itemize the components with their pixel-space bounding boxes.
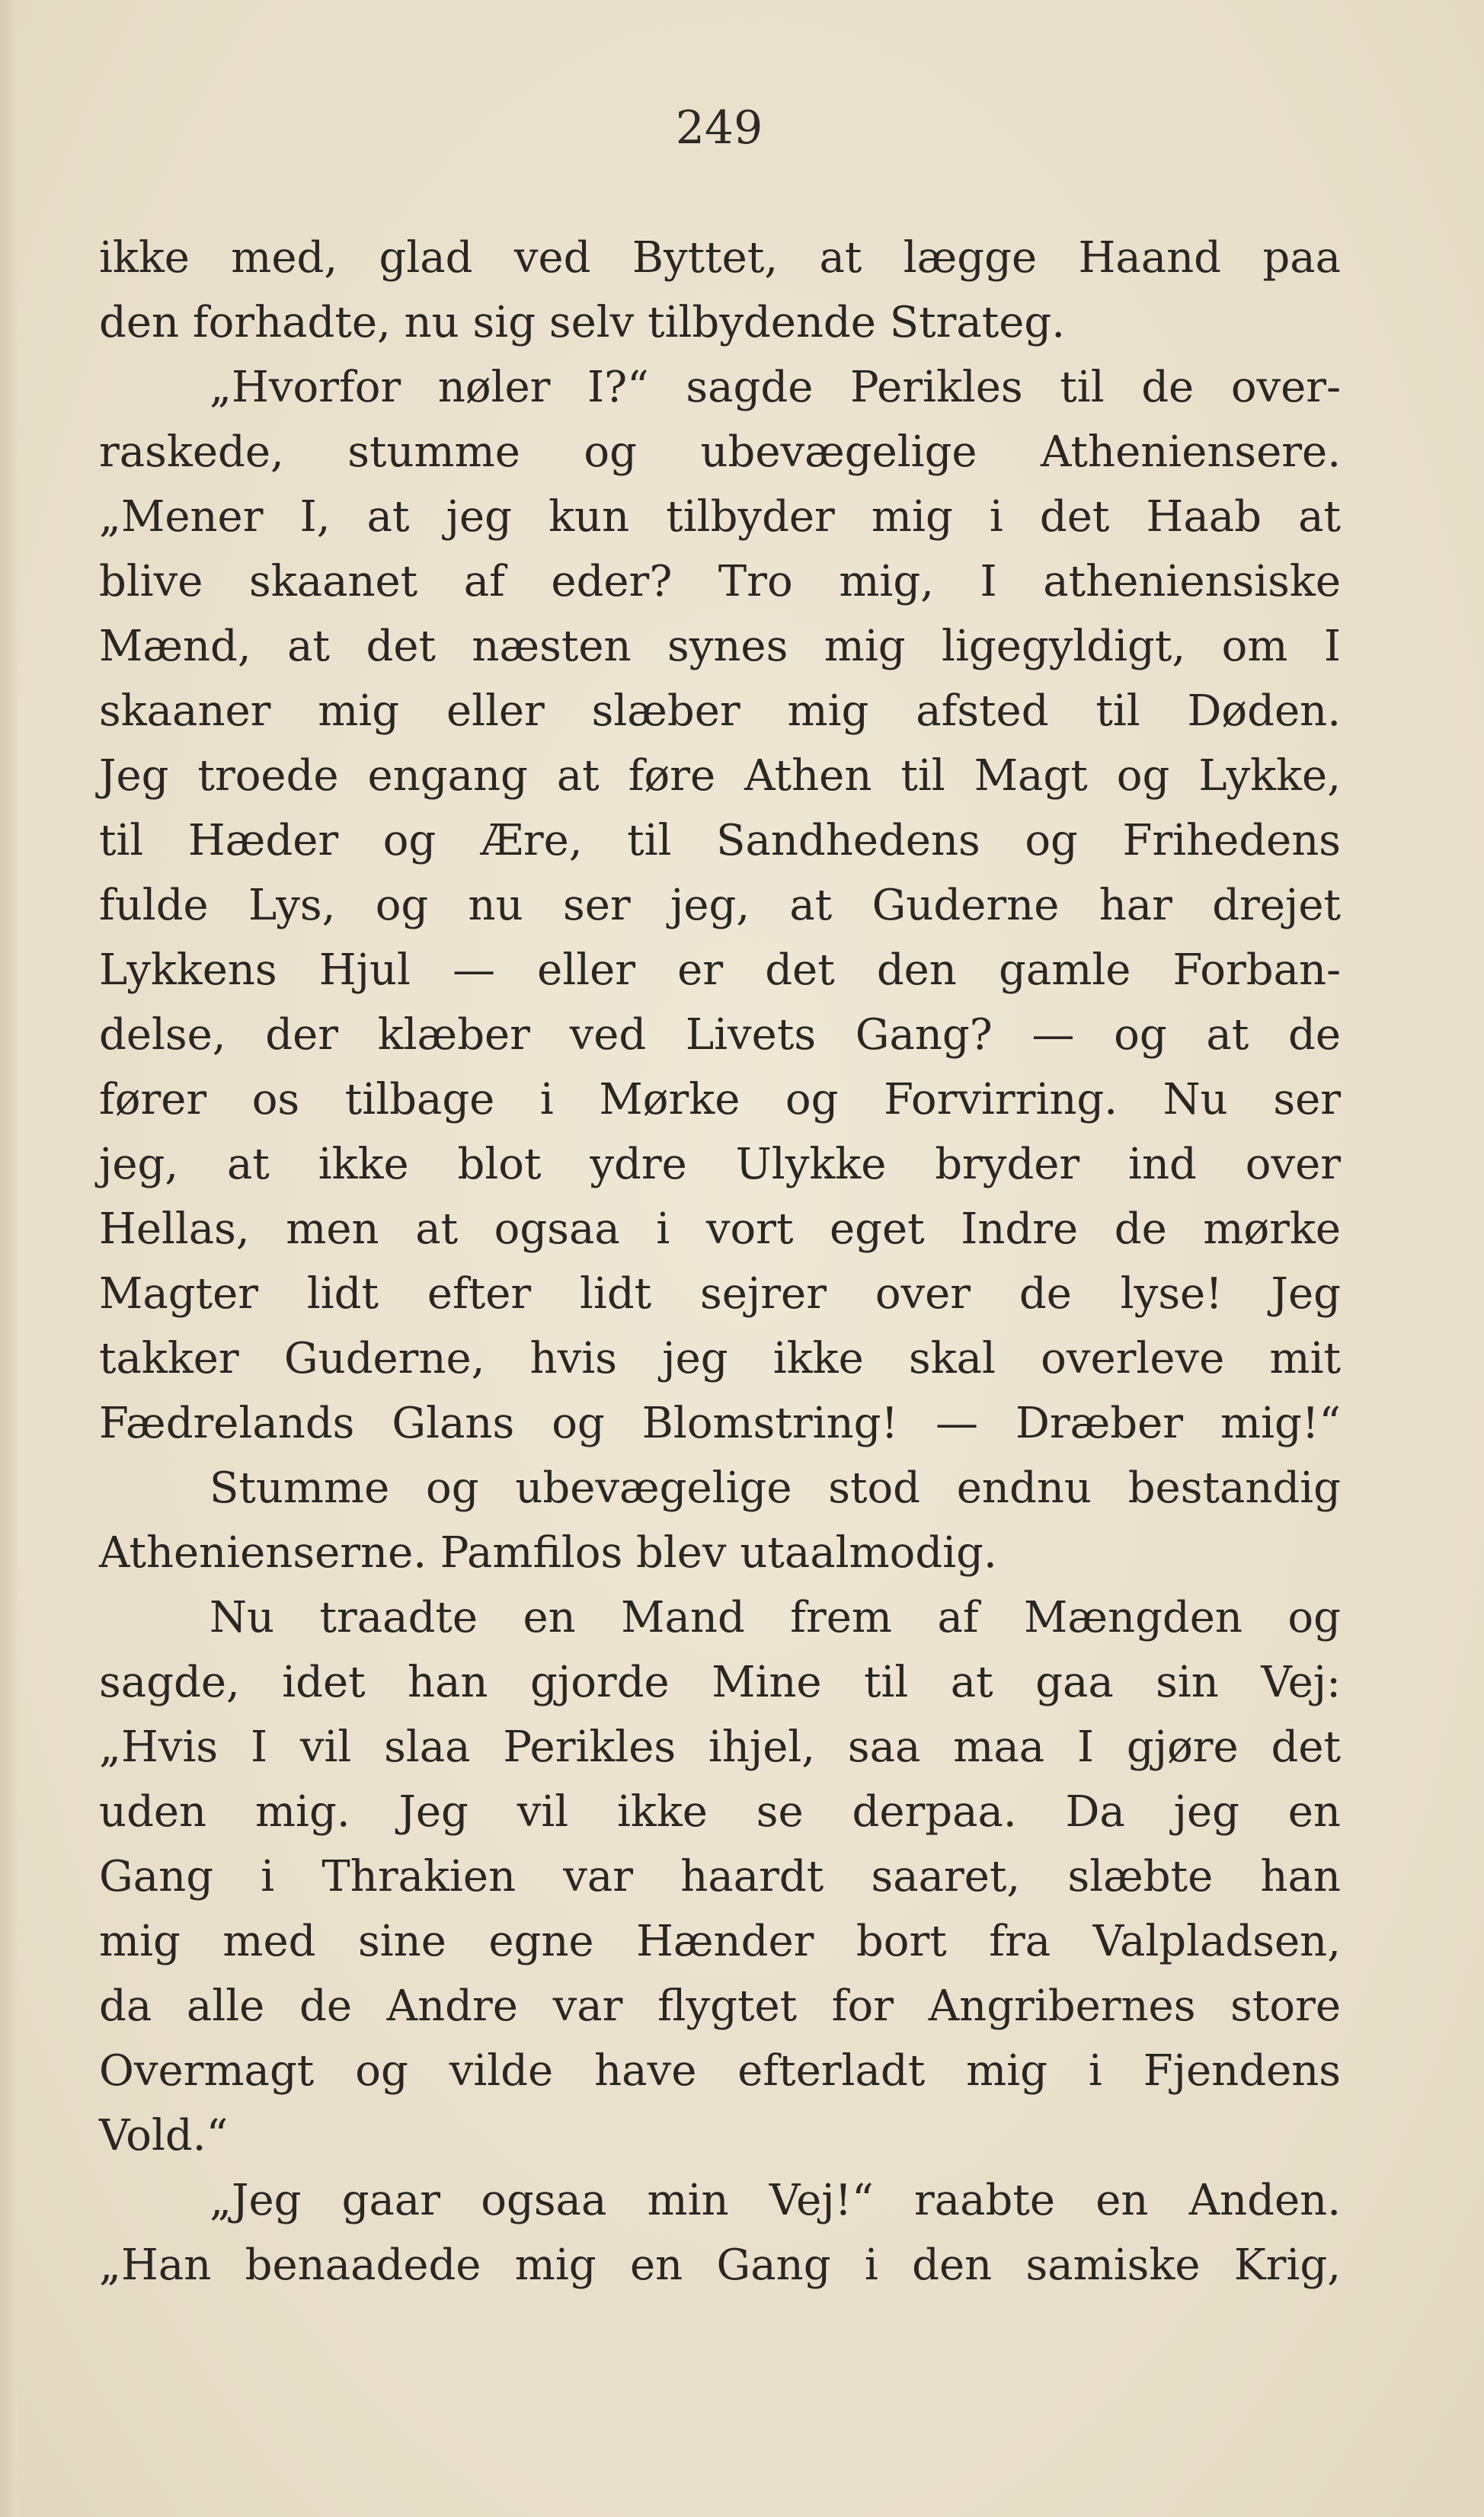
text-line: „Hvorfor nøler I?“ sagde Perikles til de over- bbox=[209, 363, 1341, 412]
text-line: „Jeg gaar ogsaa min Vej!“ raabte en Anden. bbox=[209, 2176, 1341, 2225]
text-line: Athenienserne. Pamfilos blev utaalmodig. bbox=[99, 1528, 997, 1578]
text-line: blive skaanet af eder? Tro mig, I atheniensiske bbox=[99, 557, 1341, 606]
page-spine-edge bbox=[0, 0, 17, 2517]
text-line: fulde Lys, og nu ser jeg, at Guderne har drejet bbox=[99, 881, 1341, 930]
text-line: Hellas, men at ogsaa i vort eget Indre de mørke bbox=[99, 1204, 1341, 1254]
text-line: ikke med, glad ved Byttet, at lægge Haand paa bbox=[99, 233, 1341, 283]
text-line: til Hæder og Ære, til Sandhedens og Frihedens bbox=[99, 816, 1341, 865]
text-line: Stumme og ubevægelige stod endnu bestandig bbox=[209, 1463, 1341, 1513]
text-line: delse, der klæber ved Livets Gang? — og at de bbox=[99, 1010, 1341, 1060]
text-line: Magter lidt efter lidt sejrer over de lyse! Jeg bbox=[99, 1269, 1341, 1319]
text-line: Gang i Thrakien var haardt saaret, slæbte han bbox=[99, 1852, 1341, 1901]
text-line: takker Guderne, hvis jeg ikke skal overleve mit bbox=[99, 1334, 1341, 1383]
text-line: fører os tilbage i Mørke og Forvirring. Nu ser bbox=[99, 1075, 1341, 1124]
text-line: den forhadte, nu sig selv tilbydende Strateg. bbox=[99, 298, 1066, 347]
body-text bbox=[99, 225, 1341, 2298]
text-line: „Hvis I vil slaa Perikles ihjel, saa maa I gjøre det bbox=[99, 1722, 1341, 1772]
text-line: uden mig. Jeg vil ikke se derpaa. Da jeg en bbox=[99, 1787, 1341, 1837]
page-number: 249 bbox=[675, 101, 763, 155]
text-line: „Han benaadede mig en Gang i den samiske Krig, bbox=[99, 2240, 1341, 2290]
text-line: jeg, at ikke blot ydre Ulykke bryder ind over bbox=[99, 1140, 1341, 1189]
text-line: Vold.“ bbox=[99, 2111, 229, 2160]
text-line: Overmagt og vilde have efterladt mig i Fjendens bbox=[99, 2046, 1341, 2096]
text-line: „Mener I, at jeg kun tilbyder mig i det Haab at bbox=[99, 492, 1341, 542]
text-line: Jeg troede engang at føre Athen til Magt og Lykke, bbox=[99, 751, 1341, 801]
text-line: Fædrelands Glans og Blomstring! — Dræber mig!“ bbox=[99, 1399, 1341, 1448]
text-line: sagde, idet han gjorde Mine til at gaa sin Vej: bbox=[99, 1658, 1341, 1707]
text-line: raskede, stumme og ubevægelige Atheniensere. bbox=[99, 427, 1341, 477]
text-line: Lykkens Hjul — eller er det den gamle Forban- bbox=[99, 945, 1341, 995]
text-line: mig med sine egne Hænder bort fra Valpladsen, bbox=[99, 1917, 1341, 1966]
text-line: Nu traadte en Mand frem af Mængden og bbox=[209, 1593, 1341, 1642]
text-line: Mænd, at det næsten synes mig ligegyldigt, om I bbox=[99, 622, 1341, 671]
text-line: da alle de Andre var flygtet for Angribernes store bbox=[99, 1981, 1341, 2031]
text-line: skaaner mig eller slæber mig afsted til Døden. bbox=[99, 686, 1341, 736]
